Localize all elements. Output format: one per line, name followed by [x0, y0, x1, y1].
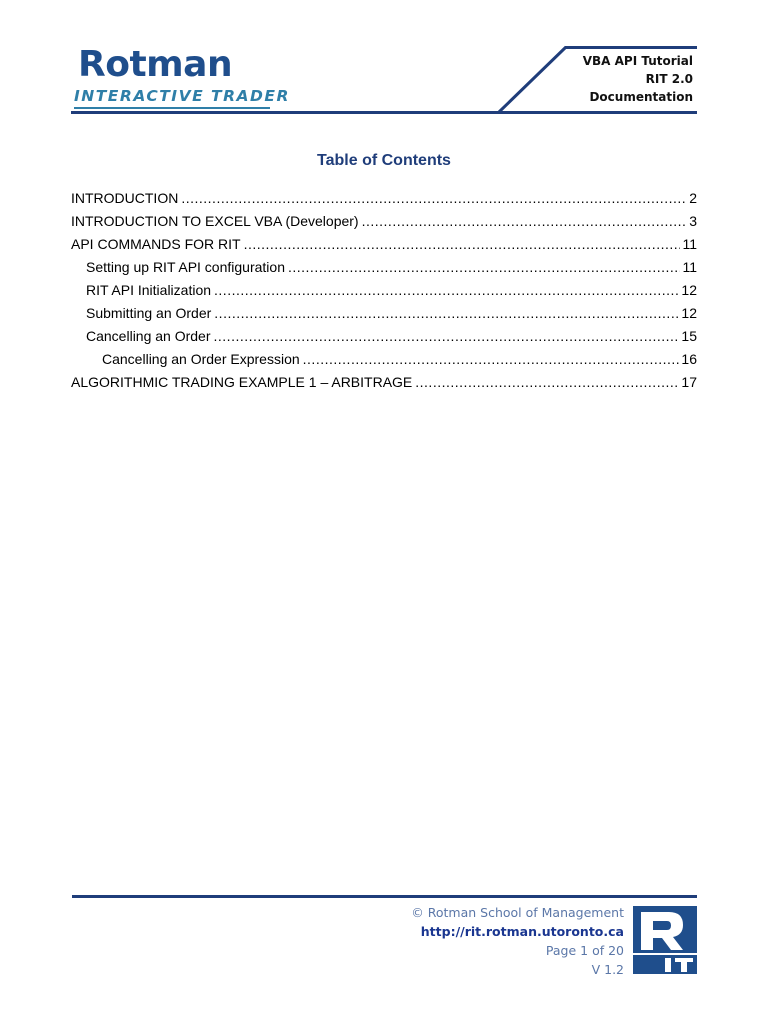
footer-version: V 1.2 [591, 962, 624, 977]
doc-version: RIT 2.0 [645, 72, 693, 86]
toc-entry-algorithmic-trading[interactable] [71, 374, 697, 397]
document-info [583, 52, 693, 106]
logo-name: Rotman [78, 44, 233, 85]
logo-underline [74, 107, 270, 109]
toc-leader [214, 282, 679, 298]
logo-tagline: INTERACTIVE TRADER [74, 87, 290, 105]
toc-entry-label: Submitting an Order [86, 305, 212, 321]
toc-entry-submitting-order[interactable] [71, 305, 697, 328]
toc-leader [214, 305, 679, 321]
toc-leader [244, 236, 681, 252]
toc-entry-page: 2 [689, 190, 697, 206]
toc-entry-cancelling-order[interactable] [71, 328, 697, 351]
footer-info [411, 903, 624, 979]
toc-entry-page: 3 [689, 213, 697, 229]
footer-rule [72, 895, 697, 898]
doc-type: Documentation [589, 90, 693, 104]
toc-entry-page: 17 [681, 374, 697, 390]
toc-entry-label: INTRODUCTION [71, 190, 179, 206]
toc-leader [362, 213, 688, 229]
toc-entry-label: INTRODUCTION TO EXCEL VBA (Developer) [71, 213, 359, 229]
footer-copyright: © Rotman School of Management [411, 905, 624, 920]
toc-entry-api-config[interactable] [71, 259, 697, 282]
toc-entry-api-commands[interactable] [71, 236, 697, 259]
doc-title: VBA API Tutorial [582, 54, 693, 68]
toc-entry-page: 12 [681, 282, 697, 298]
toc-leader [415, 374, 679, 390]
toc-entry-label: Setting up RIT API configuration [86, 259, 285, 275]
toc-entry-page: 11 [682, 259, 697, 275]
table-of-contents [71, 190, 697, 397]
toc-leader [214, 328, 680, 344]
toc-entry-excel-vba[interactable] [71, 213, 697, 236]
toc-entry-label: API COMMANDS FOR RIT [71, 236, 241, 252]
toc-entry-cancelling-expression[interactable] [71, 351, 697, 374]
footer-url-link[interactable]: http://rit.rotman.utoronto.ca [420, 924, 624, 939]
toc-entry-label: RIT API Initialization [86, 282, 212, 298]
footer-page-number: Page 1 of 20 [545, 943, 624, 958]
toc-entry-api-initialization[interactable] [71, 282, 697, 305]
toc-entry-page: 12 [681, 305, 697, 321]
toc-leader [303, 351, 680, 367]
rotman-logo [74, 44, 290, 112]
toc-entry-introduction[interactable] [71, 190, 697, 213]
toc-entry-page: 11 [682, 236, 697, 252]
toc-entry-page: 16 [681, 351, 697, 367]
toc-entry-label: Cancelling an Order [86, 328, 211, 344]
toc-entry-label: ALGORITHMIC TRADING EXAMPLE 1 – ARBITRAGE [71, 374, 413, 390]
toc-leader [288, 259, 680, 275]
toc-entry-page: 15 [681, 328, 697, 344]
rit-logo [633, 906, 697, 974]
toc-leader [181, 190, 687, 206]
toc-title: Table of Contents [317, 152, 451, 169]
toc-entry-label: Cancelling an Order Expression [102, 351, 300, 367]
